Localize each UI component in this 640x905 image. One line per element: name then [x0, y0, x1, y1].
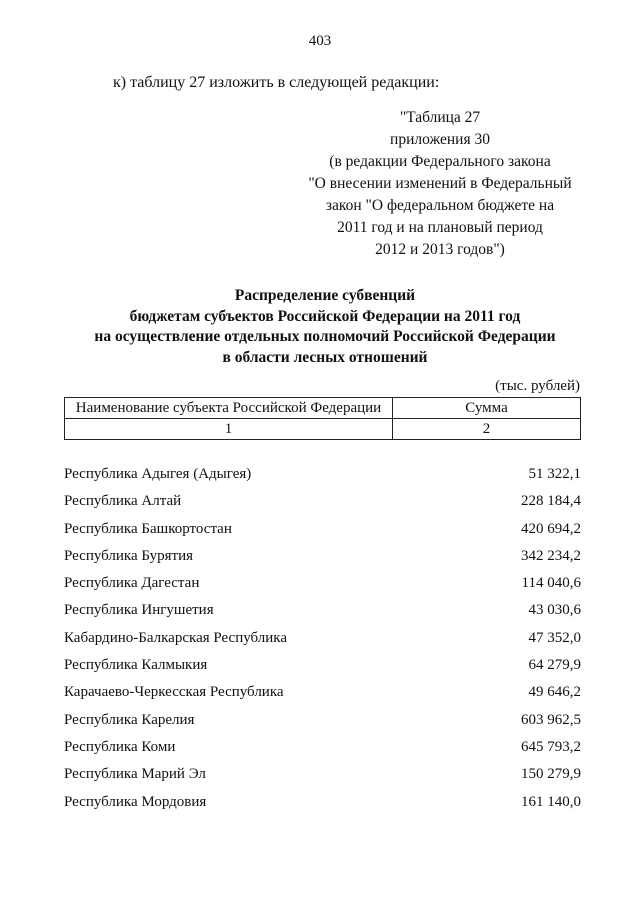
region-amount: 150 279,9 [521, 766, 581, 783]
table-row [64, 682, 581, 709]
title-line: на осуществление отдельных полномочий Российской Федерации [94, 328, 556, 345]
table-row [64, 628, 581, 655]
table-body [64, 464, 581, 819]
region-amount: 47 352,0 [528, 629, 581, 646]
region-name: Республика Дагестан [64, 575, 200, 592]
region-name: Республика Карелия [64, 711, 195, 728]
region-name: Карачаево-Черкесская Республика [64, 684, 284, 701]
region-name: Республика Башкортостан [64, 520, 232, 537]
region-name: Республика Адыгея (Адыгея) [64, 466, 252, 482]
region-amount: 645 793,2 [521, 738, 581, 755]
table-row [64, 546, 581, 573]
region-amount: 342 234,2 [521, 547, 581, 564]
table-row [64, 573, 581, 600]
region-amount: 51 322,1 [528, 466, 581, 482]
table-row [64, 491, 581, 518]
table-row [64, 792, 581, 819]
table-header [64, 397, 581, 440]
region-name: Республика Мордовия [64, 793, 207, 810]
title-line: Распределение субвенций [234, 287, 416, 304]
region-name: Республика Калмыкия [64, 657, 208, 674]
region-amount: 64 279,9 [528, 657, 581, 674]
table-row [64, 464, 581, 491]
table-row [64, 764, 581, 791]
reference-line: 2011 год и на плановый период [337, 219, 543, 236]
table-row [64, 710, 581, 737]
reference-line: закон "О федеральном бюджете на [325, 197, 555, 214]
region-name: Республика Бурятия [64, 547, 194, 564]
region-name: Республика Марий Эл [64, 766, 206, 783]
reference-line: приложения 30 [390, 131, 490, 148]
table-row [64, 655, 581, 682]
title-line: в области лесных отношений [222, 348, 428, 366]
region-name: Республика Алтай [64, 493, 182, 510]
region-amount: 420 694,2 [521, 520, 581, 537]
table-row [64, 737, 581, 764]
column-number-1: 1 [65, 419, 393, 440]
table-row [64, 600, 581, 627]
title-line: бюджетам субъектов Российской Федерации на 2011 год [129, 307, 521, 325]
document-title [40, 286, 610, 368]
region-amount: 228 184,4 [521, 493, 581, 510]
region-amount: 161 140,0 [521, 793, 581, 810]
region-amount: 49 646,2 [528, 684, 581, 701]
region-name: Республика Ингушетия [64, 602, 214, 619]
reference-line: (в редакции Федерального закона [329, 153, 551, 170]
reference-line: "О внесении изменений в Федеральный [308, 175, 572, 192]
table-row [64, 519, 581, 546]
table-reference-block [290, 107, 590, 261]
region-name: Кабардино-Балкарская Республика [64, 629, 288, 646]
region-amount: 43 030,6 [528, 602, 581, 619]
header-name-column: Наименование субъекта Российской Федерации [65, 398, 393, 419]
reference-line: 2012 и 2013 годов") [375, 241, 505, 258]
reference-line: "Таблица 27 [399, 109, 481, 126]
region-amount: 114 040,6 [521, 575, 581, 592]
column-number-2: 2 [393, 419, 581, 440]
region-name: Республика Коми [64, 738, 176, 755]
region-amount: 603 962,5 [521, 711, 581, 728]
page-number: 403 [308, 33, 332, 49]
intro-text: к) таблицу 27 изложить в следующей редакции: [113, 74, 440, 91]
units-label: (тыс. рублей) [495, 378, 580, 394]
header-amount-column: Сумма [393, 398, 581, 419]
